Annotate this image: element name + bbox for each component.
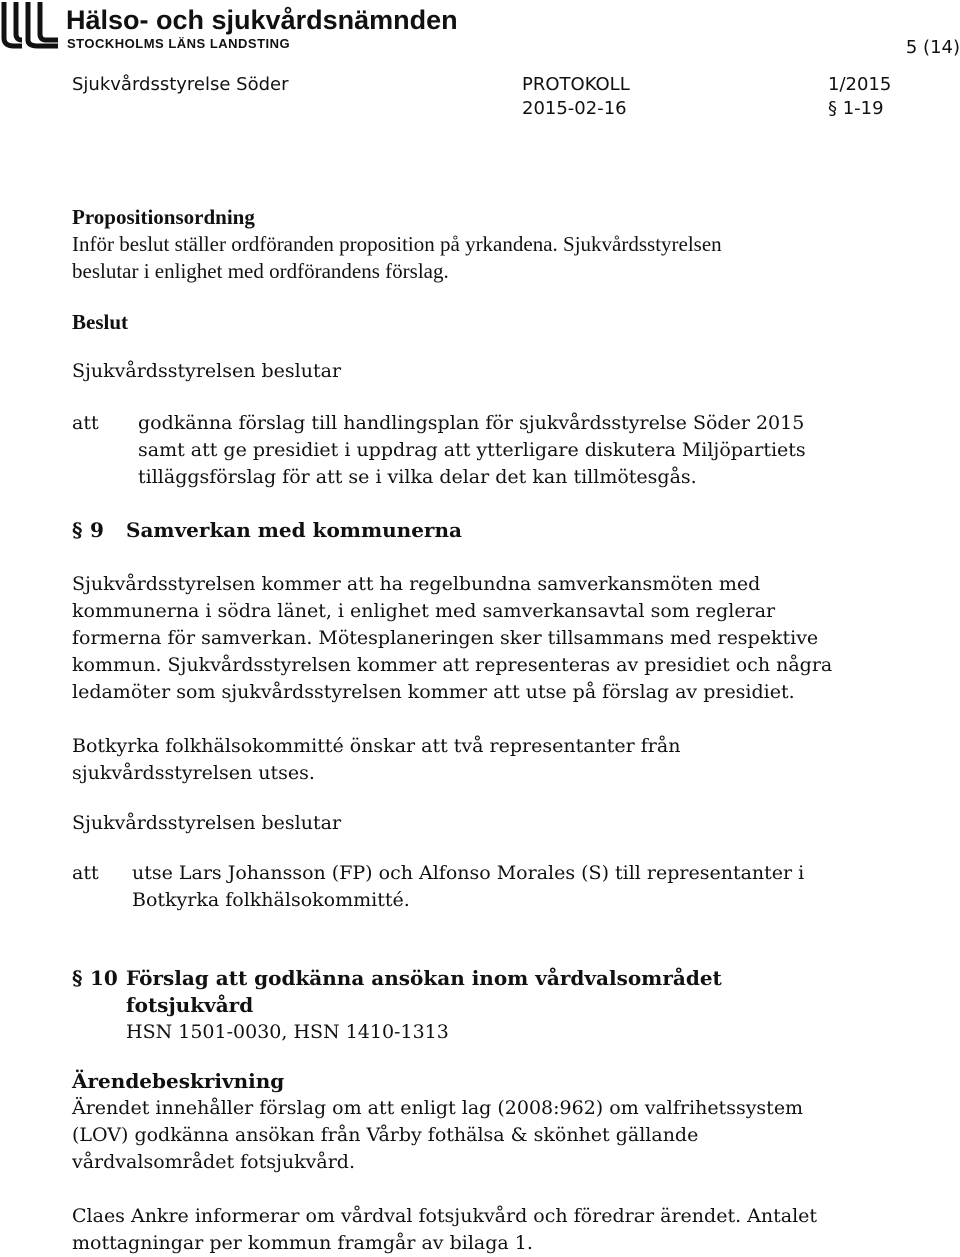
paragraph-range: § 1-19 <box>828 98 884 119</box>
decision-text-line2: samt att ge presidiet i uppdrag att ytterligare diskutera Miljöpartiets <box>138 439 806 461</box>
section9-p2-line1: Botkyrka folkhälsokommitté önskar att två representanter från <box>72 735 681 757</box>
section9-att: att <box>72 862 99 884</box>
section10-number: 10 <box>90 966 118 990</box>
section9-p1-line1: Sjukvårdsstyrelsen kommer att ha regelbundna samverkansmöten med <box>72 573 761 595</box>
decision-text-line1: godkänna förslag till handlingsplan för sjukvårdsstyrelse Söder 2015 <box>138 412 805 434</box>
decision-text-line3: tilläggsförslag för att se i vilka delar det kan tillmötesgås. <box>138 466 697 488</box>
doc-type: PROTOKOLL <box>522 74 630 95</box>
section10-symbol: § <box>72 966 83 990</box>
section9-att-line1: utse Lars Johansson (FP) och Alfonso Morales (S) till representanter i <box>132 862 805 884</box>
page-number: 5 (14) <box>905 37 960 58</box>
section9-title: Samverkan med kommunerna <box>126 518 462 542</box>
section10-p1-line3: vårdvalsområdet fotsjukvård. <box>72 1151 355 1173</box>
doc-date: 2015-02-16 <box>522 98 627 119</box>
section9-p1-line5: ledamöter som sjukvårdsstyrelsen kommer att utse på förslag av presidiet. <box>72 681 795 703</box>
section9-p1-line3: formerna för samverkan. Mötesplaneringen sker tillsammans med respektive <box>72 627 819 649</box>
section9-att-line2: Botkyrka folkhälsokommitté. <box>132 889 410 911</box>
logo <box>0 0 60 50</box>
doc-number: 1/2015 <box>828 74 892 95</box>
section9-p1-line4: kommun. Sjukvårdsstyrelsen kommer att representeras av presidiet och några <box>72 654 833 676</box>
section10-p2-line2: mottagningar per kommun framgår av bilaga 1. <box>72 1232 533 1254</box>
section9-p2-line2: sjukvårdsstyrelsen utses. <box>72 762 315 784</box>
section10-p2-line1: Claes Ankre informerar om vårdval fotsjukvård och föredrar ärendet. Antalet <box>72 1205 818 1227</box>
landsting-logo-icon <box>0 0 60 50</box>
section10-title-line2: fotsjukvård <box>126 993 254 1017</box>
proposition-text-line2: beslutar i enlighet med ordförandens förslag. <box>72 259 449 283</box>
committee-name: Sjukvårdsstyrelse Söder <box>72 74 289 95</box>
section9-decision-intro: Sjukvårdsstyrelsen beslutar <box>72 812 342 834</box>
decision-att: att <box>72 412 99 434</box>
proposition-text-line1: Inför beslut ställer ordföranden proposition på yrkandena. Sjukvårdsstyrelsen <box>72 232 722 256</box>
section10-title-line1: Förslag att godkänna ansökan inom vårdvalsområdet <box>126 966 722 990</box>
section10-p1-line2: (LOV) godkänna ansökan från Vårby fothälsa & skönhet gällande <box>72 1124 699 1146</box>
org-name: Hälso- och sjukvårdsnämnden <box>66 5 458 35</box>
section9-symbol: § <box>72 518 83 542</box>
section9-p1-line2: kommunerna i södra länet, i enlighet med samverkansavtal som reglerar <box>72 600 776 622</box>
case-description-heading: Ärendebeskrivning <box>72 1069 285 1093</box>
section9-number: 9 <box>90 518 104 542</box>
decision-intro: Sjukvårdsstyrelsen beslutar <box>72 360 342 382</box>
section10-refs: HSN 1501-0030, HSN 1410-1313 <box>126 1021 449 1043</box>
proposition-heading: Propositionsordning <box>72 205 255 229</box>
decision-heading: Beslut <box>72 310 129 334</box>
section10-p1-line1: Ärendet innehåller förslag om att enligt lag (2008:962) om valfrihetssystem <box>72 1097 804 1119</box>
org-subtitle: STOCKHOLMS LÄNS LANDSTING <box>67 36 291 51</box>
